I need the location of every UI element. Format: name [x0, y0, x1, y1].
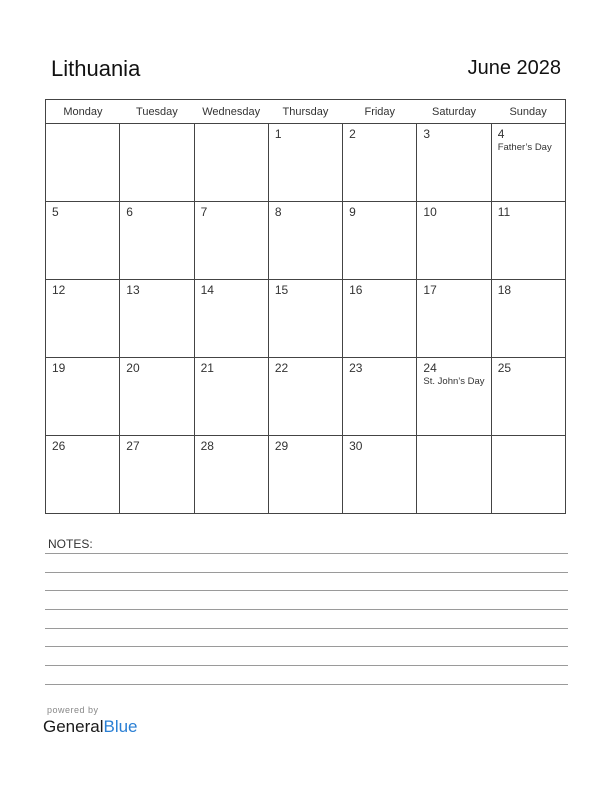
notes-line: [45, 646, 568, 647]
weekday-header: Tuesday: [120, 100, 194, 124]
day-number: 14: [200, 283, 214, 297]
day-cell: [343, 358, 417, 436]
day-number: 29: [274, 439, 289, 453]
notes-line: [45, 684, 568, 685]
day-cell: [194, 202, 268, 280]
month-title: June 2028: [467, 57, 561, 79]
notes-line: [45, 628, 568, 629]
day-cell: [194, 436, 268, 514]
day-cell: [46, 124, 120, 202]
day-number: 11: [497, 205, 511, 219]
day-cell: [491, 280, 565, 358]
day-number: 12: [52, 283, 66, 297]
day-cell: [491, 124, 565, 202]
day-number: 19: [52, 361, 66, 375]
day-cell: [491, 202, 565, 280]
holiday-label: Father’s Day: [497, 142, 552, 153]
day-cell: [194, 280, 268, 358]
notes-line: [45, 553, 568, 554]
weekday-header: Wednesday: [194, 100, 268, 124]
day-cell: [491, 436, 565, 514]
weekday-header: Saturday: [417, 100, 491, 124]
generalblue-logo: [43, 717, 138, 737]
day-number: 23: [349, 361, 363, 375]
day-number: 30: [349, 439, 363, 453]
holiday-label: St. John’s Day: [423, 376, 485, 387]
day-number: 4: [497, 127, 505, 141]
week-row: [46, 358, 566, 436]
day-cell: [343, 280, 417, 358]
day-number: 24: [423, 361, 437, 375]
week-row: [46, 280, 566, 358]
day-number: 7: [200, 205, 208, 219]
day-cell: [343, 124, 417, 202]
day-number: 18: [497, 283, 512, 297]
day-number: 5: [52, 205, 59, 219]
day-cell: [417, 280, 491, 358]
weekday-header: Friday: [343, 100, 417, 124]
day-number: 27: [126, 439, 140, 453]
day-number: 8: [274, 205, 282, 219]
day-number: 28: [200, 439, 214, 453]
week-row: [46, 124, 566, 202]
day-number: 10: [423, 205, 437, 219]
notes-line: [45, 572, 568, 573]
day-number: 3: [423, 127, 431, 141]
day-cell: [417, 436, 491, 514]
day-cell: [46, 358, 120, 436]
day-cell: [194, 124, 268, 202]
notes-label: NOTES:: [48, 537, 93, 551]
day-number: 20: [126, 361, 140, 375]
day-cell: [46, 280, 120, 358]
day-number: 26: [52, 439, 66, 453]
notes-line: [45, 609, 568, 610]
weekday-header: Monday: [46, 100, 120, 124]
day-cell: [417, 358, 491, 436]
day-cell: [268, 202, 342, 280]
weekday-header: Thursday: [268, 100, 342, 124]
day-number: 9: [349, 205, 356, 219]
day-cell: [120, 202, 194, 280]
brand-blue: Blue: [103, 717, 138, 736]
day-number: 21: [200, 361, 214, 375]
day-cell: [417, 124, 491, 202]
day-cell: [120, 358, 194, 436]
day-cell: [46, 436, 120, 514]
day-cell: [268, 358, 342, 436]
day-cell: [491, 358, 565, 436]
day-number: 13: [126, 283, 140, 297]
day-cell: [343, 436, 417, 514]
week-row: [46, 202, 566, 280]
day-cell: [120, 124, 194, 202]
powered-by-text: powered by: [47, 705, 99, 715]
week-row: [46, 436, 566, 514]
weekday-header-row: [46, 100, 566, 124]
day-cell: [46, 202, 120, 280]
day-number: 22: [274, 361, 289, 375]
notes-line: [45, 590, 568, 591]
notes-line: [45, 665, 568, 666]
day-number: 16: [349, 283, 363, 297]
day-cell: [268, 280, 342, 358]
weekday-header: Sunday: [491, 100, 565, 124]
calendar-grid: [45, 99, 566, 514]
day-cell: [194, 358, 268, 436]
day-cell: [417, 202, 491, 280]
country-title: Lithuania: [51, 56, 141, 81]
day-number: 1: [274, 127, 282, 141]
day-number: 2: [349, 127, 356, 141]
day-number: 15: [274, 283, 289, 297]
day-number: 17: [423, 283, 437, 297]
day-cell: [120, 436, 194, 514]
day-number: 6: [126, 205, 133, 219]
day-cell: [120, 280, 194, 358]
day-number: 25: [497, 361, 512, 375]
brand-general: General: [43, 717, 104, 736]
day-cell: [268, 436, 342, 514]
day-cell: [343, 202, 417, 280]
day-cell: [268, 124, 342, 202]
